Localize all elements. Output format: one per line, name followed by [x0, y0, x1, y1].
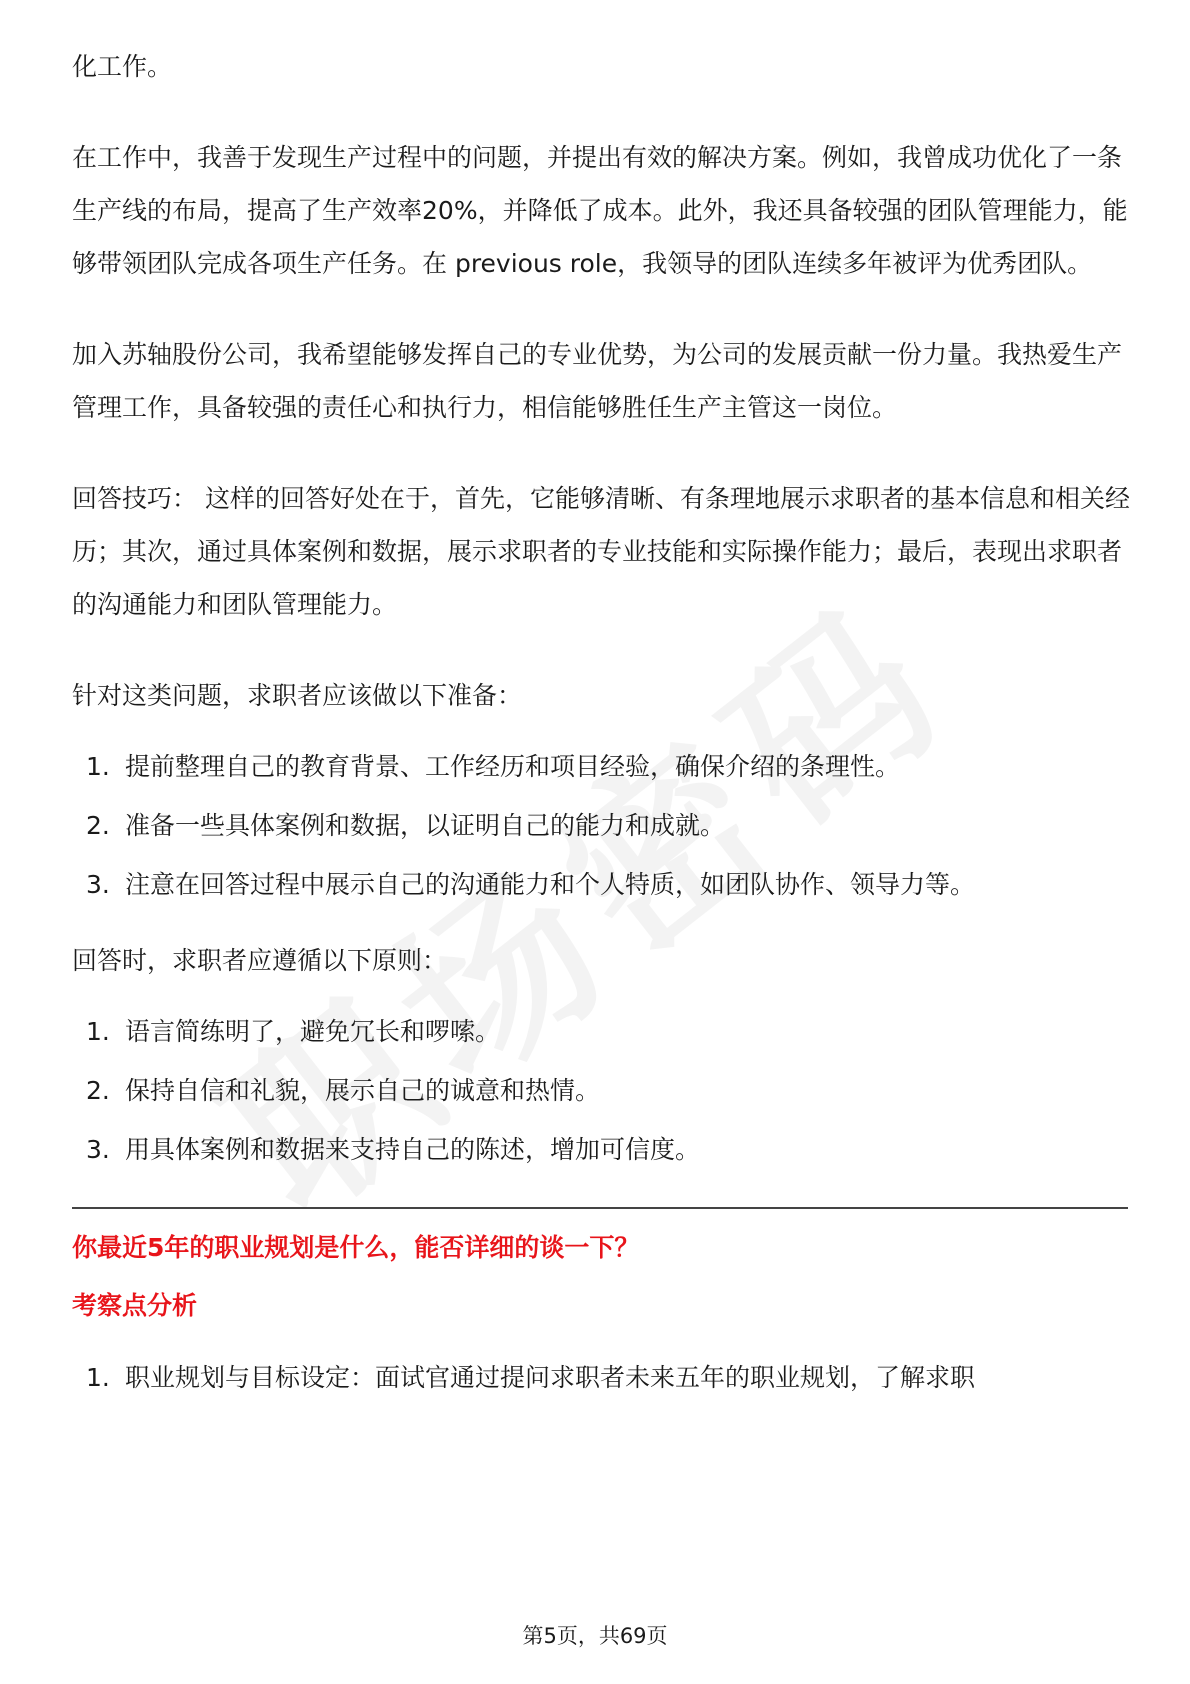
- paragraph-continuation: 化工作。: [72, 52, 173, 81]
- list-item: 3. 注意在回答过程中展示自己的沟通能力和个人特质，如团队协作、领导力等。: [86, 870, 976, 899]
- paragraph-work-experience: 在工作中，我善于发现生产过程中的问题，并提出有效的解决方案。例如，我曾成功优化了一条生产线的布局，提高了生产效率20%，并降低了成本。此外，我还具备较强的团队管理能力，能够带领团队完成各项生产任务。在 previous role，我领导的团队连续多年被评为优秀团队。: [72, 143, 1128, 278]
- paragraph-answer-tips: 回答技巧： 这样的回答好处在于，首先，它能够清晰、有条理地展示求职者的基本信息和相关经历；其次，通过具体案例和数据，展示求职者的专业技能和实际操作能力；最后，表现出求职者的沟通能力和团队管理能力。: [72, 484, 1130, 619]
- paragraph-motivation: 加入苏轴股份公司，我希望能够发挥自己的专业优势，为公司的发展贡献一份力量。我热爱生产管理工作，具备较强的责任心和执行力，相信能够胜任生产主管这一岗位。: [72, 340, 1123, 422]
- paragraph-principles-intro: 回答时，求职者应遵循以下原则：: [72, 946, 448, 975]
- question-heading: 你最近5年的职业规划是什么，能否详细的谈一下？: [72, 1233, 640, 1262]
- list-item: 1. 职业规划与目标设定：面试官通过提问求职者未来五年的职业规划，了解求职: [86, 1363, 976, 1392]
- list-item: 1. 提前整理自己的教育背景、工作经历和项目经验，确保介绍的条理性。: [86, 752, 901, 781]
- paragraph-prep-intro: 针对这类问题，求职者应该做以下准备：: [72, 681, 523, 710]
- analysis-heading: 考察点分析: [72, 1291, 198, 1320]
- principle-list: [72, 1013, 1132, 1169]
- list-item: 2. 准备一些具体案例和数据，以证明自己的能力和成就。: [86, 811, 726, 840]
- document-page: [72, 40, 1132, 1418]
- list-item: 2. 保持自信和礼貌，展示自己的诚意和热情。: [86, 1076, 601, 1105]
- section-divider: [72, 1207, 1128, 1209]
- list-item: 1. 语言简练明了，避免冗长和啰嗦。: [86, 1017, 501, 1046]
- analysis-list: [72, 1359, 1132, 1397]
- prep-list: [72, 748, 1132, 904]
- page-number: 第5页，共69页: [522, 1624, 668, 1648]
- list-item: 3. 用具体案例和数据来支持自己的陈述，增加可信度。: [86, 1135, 701, 1164]
